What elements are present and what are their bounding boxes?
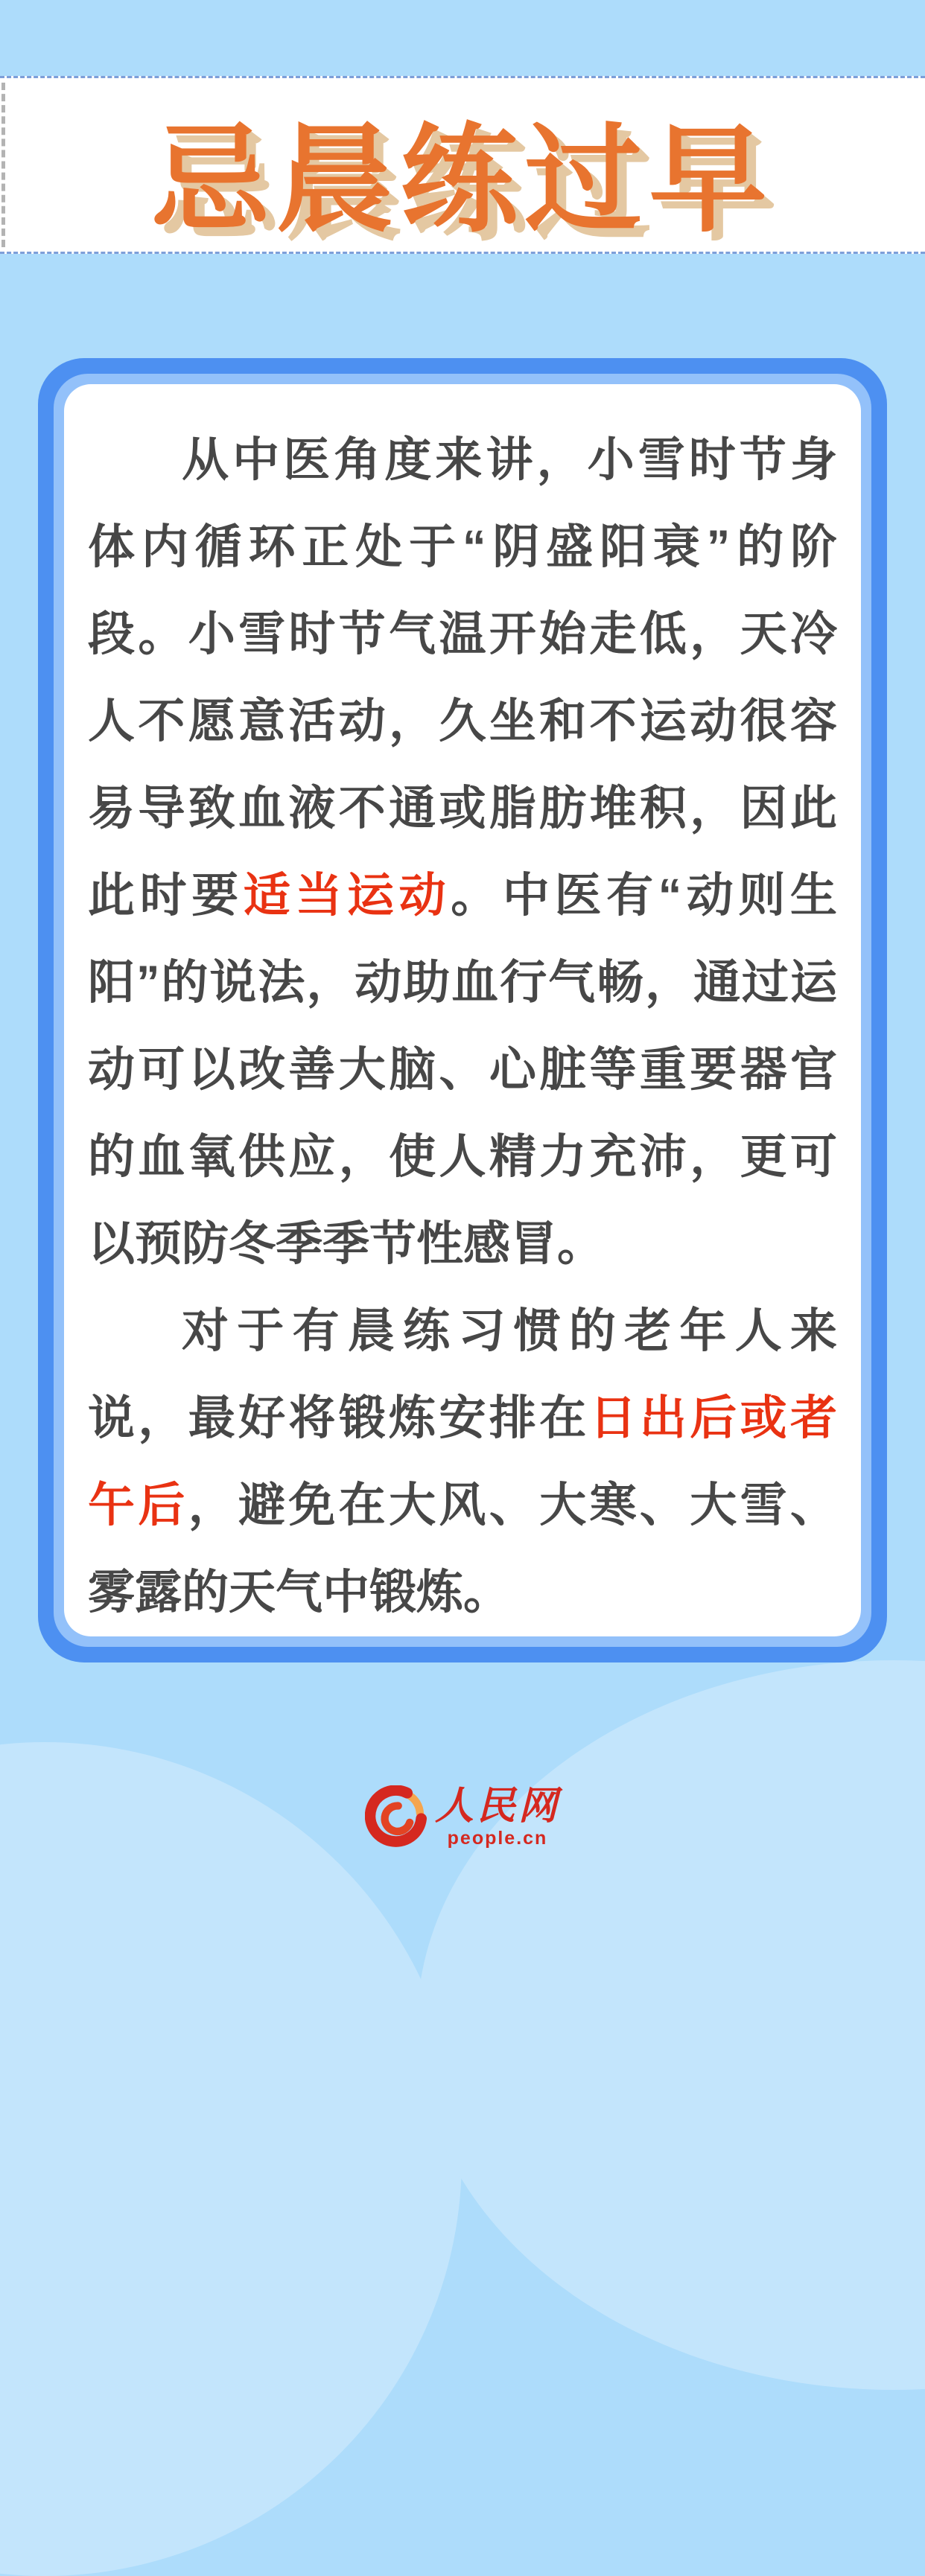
peoplecn-logo-text bbox=[435, 1787, 560, 1848]
page-title: 忌晨练过早 bbox=[151, 115, 774, 246]
peoplecn-logo-icon bbox=[365, 1785, 429, 1849]
content-card bbox=[38, 358, 887, 1662]
background-wave-left bbox=[0, 1742, 462, 2576]
peoplecn-logo-domain: people.cn bbox=[447, 1828, 548, 1849]
content-card-body bbox=[64, 384, 861, 1636]
paragraph bbox=[88, 417, 837, 1288]
perforation-line-left bbox=[1, 83, 5, 247]
text-segment: 对于有晨练习惯的老年人来说，最好将锻炼安排在 bbox=[88, 1305, 837, 1444]
background-wave-right bbox=[417, 1660, 925, 2390]
paragraph bbox=[88, 1288, 837, 1636]
peoplecn-logo-chinese: 人民网 bbox=[434, 1785, 560, 1828]
text-segment: 。中医有“动则生阳”的说法，动助血行气畅，通过运动可以改善大脑、心脏等重要器官的血氧供应，使人精力充沛，更可以预防冬季季节性感冒。 bbox=[88, 870, 838, 1270]
content-card-inner-border bbox=[54, 374, 871, 1647]
highlight-text: 日出后或者午后 bbox=[88, 1392, 838, 1531]
highlight-text: 适当运动 bbox=[243, 870, 451, 922]
text-segment: ，避免在大风、大寒、大雪、雾露的天气中锻炼。 bbox=[88, 1479, 838, 1619]
peoplecn-logo bbox=[0, 1785, 925, 1849]
article-body bbox=[88, 417, 837, 1636]
text-segment: 从中医角度来讲，小雪时节身体内循环正处于“阴盛阳衰”的阶段。小雪时节气温开始走低，天冷人不愿意活动，久坐和不运动很容易导致血液不通或脂肪堆积，因此此时要 bbox=[88, 434, 837, 922]
header-band bbox=[0, 76, 925, 254]
